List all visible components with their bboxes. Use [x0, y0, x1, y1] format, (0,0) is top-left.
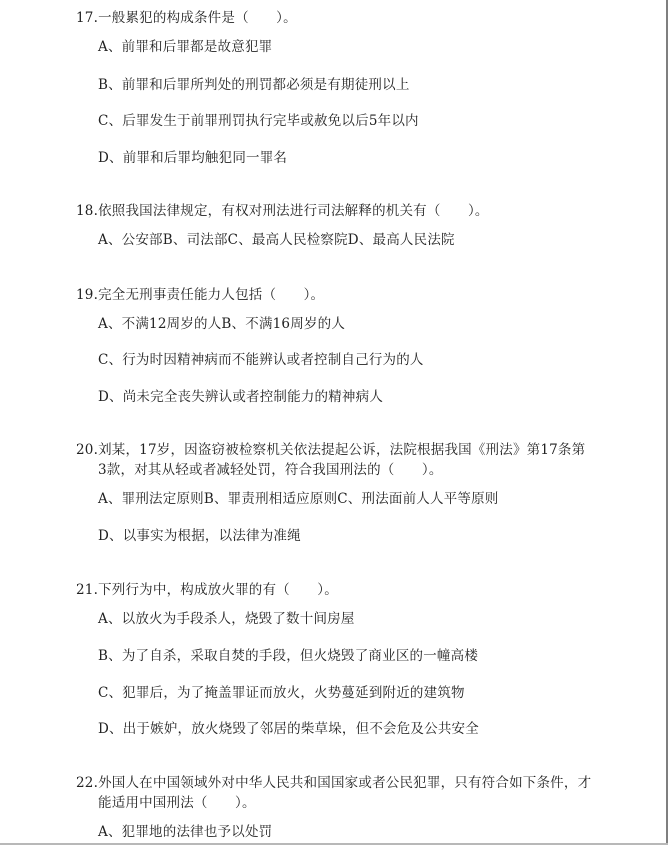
question-21-option-b: B、为了自杀，采取自焚的手段，但火烧毁了商业区的一幢高楼	[98, 648, 479, 664]
question-22-stem-line-1: 22.外国人在中国领域外对中华人民共和国国家或者公民犯罪，只有符合如下条件，才	[76, 775, 592, 791]
question-19-option-c: C、行为时因精神病而不能辨认或者控制自己行为的人	[98, 352, 424, 368]
question-18-option-abcd: A、公安部B、司法部C、最高人民检察院D、最高人民法院	[98, 232, 455, 248]
question-20-stem-line-1: 20.刘某，17岁，因盗窃被检察机关依法提起公诉，法院根据我国《刑法》第17条第	[76, 442, 586, 458]
question-18-stem: 18.依照我国法律规定，有权对刑法进行司法解释的机关有（ ）。	[76, 203, 489, 219]
question-19-stem: 19.完全无刑事责任能力人包括（ ）。	[76, 287, 325, 303]
question-19-option-ab: A、不满12周岁的人B、不满16周岁的人	[98, 316, 346, 332]
question-17-option-d: D、前罪和后罪均触犯同一罪名	[98, 150, 288, 166]
question-17-stem: 17.一般累犯的构成条件是（ ）。	[76, 10, 297, 26]
question-21-stem: 21.下列行为中，构成放火罪的有（ ）。	[76, 582, 338, 598]
question-17-option-b: B、前罪和后罪所判处的刑罚都必须是有期徒刑以上	[98, 77, 410, 93]
question-22-stem-line-2: 能适用中国刑法（ ）。	[98, 795, 256, 811]
question-20-stem-line-2: 3款，对其从轻或者减轻处罚，符合我国刑法的（ ）。	[98, 462, 443, 478]
question-21-option-a: A、以放火为手段杀人，烧毁了数十间房屋	[98, 611, 355, 627]
question-17-option-c: C、后罪发生于前罪刑罚执行完毕或赦免以后5年以内	[98, 113, 419, 129]
question-17-option-a: A、前罪和后罪都是故意犯罪	[98, 39, 273, 55]
question-20-option-d: D、以事实为根据，以法律为准绳	[98, 528, 301, 544]
question-21-option-c: C、犯罪后，为了掩盖罪证而放火，火势蔓延到附近的建筑物	[98, 685, 465, 701]
question-20-option-abc: A、罪刑法定原则B、罪责刑相适应原则C、刑法面前人人平等原则	[98, 491, 499, 507]
question-21-option-d: D、出于嫉妒，放火烧毁了邻居的柴草垛，但不会危及公共安全	[98, 721, 479, 737]
question-22-option-a: A、犯罪地的法律也予以处罚	[98, 824, 273, 840]
question-19-option-d: D、尚未完全丧失辨认或者控制能力的精神病人	[98, 389, 384, 405]
